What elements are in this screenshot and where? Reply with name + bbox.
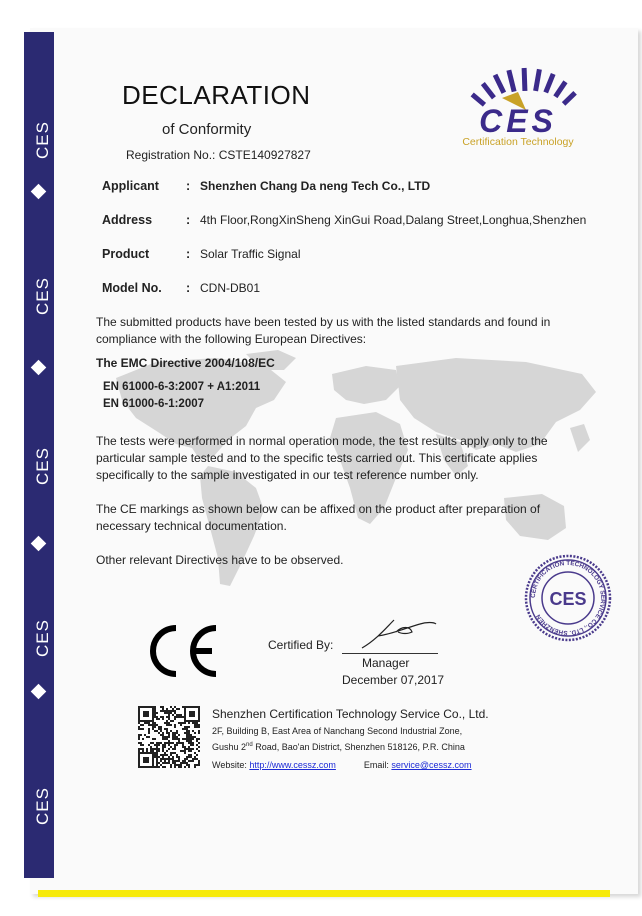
ces-logo [440, 62, 596, 148]
field-label-applicant: Applicant [102, 179, 159, 193]
side-ces-mark: CES [32, 121, 52, 159]
standard-item: EN 61000-6-3:2007 + A1:2011 [103, 381, 261, 393]
standard-item: EN 61000-6-1:2007 [103, 398, 205, 410]
ce-mark-icon [140, 620, 222, 682]
signature-image [356, 614, 440, 652]
side-ces-mark: CES [32, 787, 52, 825]
field-colon: : [186, 281, 191, 295]
email-label: Email: [363, 760, 392, 770]
field-colon: : [186, 247, 191, 261]
website-label: Website: [212, 760, 250, 770]
signer-role: Manager [362, 656, 410, 670]
field-value-applicant: Shenzhen Chang Da neng Tech Co., LTD [200, 179, 431, 193]
field-colon: : [186, 213, 191, 227]
side-diamond-icon [31, 536, 47, 552]
side-diamond-icon [31, 184, 47, 200]
field-colon: : [186, 179, 191, 193]
qr-code [138, 706, 200, 768]
email-link[interactable]: service@cessz.com [391, 760, 472, 770]
field-label-model: Model No. [102, 281, 162, 295]
tests-paragraph: The tests were performed in normal operation mode, the test results apply only to the particular sample tested and to the specific tests carried out. This certificate applies specifically to the sample investigated in our test reference number only. [96, 434, 548, 482]
side-diamond-icon [31, 360, 47, 376]
side-ces-mark: CES [32, 619, 52, 657]
footer-company-name: Shenzhen Certification Technology Service Co., Ltd. [212, 707, 489, 721]
logo-tagline: Certification Technology [462, 136, 574, 148]
field-value-product: Solar Traffic Signal [200, 247, 301, 261]
document-subtitle: of Conformity [162, 121, 252, 138]
footer-address-line2: Gushu 2nd Road, Bao'an District, Shenzhen 518126, P.R. China [212, 742, 465, 752]
intro-paragraph: The submitted products have been tested by us with the listed standards and found in compliance with the following European Directives: [96, 315, 551, 346]
directive-title: The EMC Directive 2004/108/EC [96, 356, 275, 370]
certificate-date: December 07,2017 [342, 673, 445, 687]
other-directives-paragraph: Other relevant Directives have to be observed. [96, 553, 344, 567]
footer-contact-row [212, 760, 472, 770]
website-link[interactable]: http://www.cessz.com [249, 760, 336, 770]
side-diamond-icon [31, 684, 47, 700]
registration-number: Registration No.: CSTE140927827 [126, 148, 311, 162]
side-ces-mark: CES [32, 447, 52, 485]
footer-address-line1: 2F, Building B, East Area of Nanchang Second Industrial Zone, [212, 726, 463, 736]
ce-markings-paragraph: The CE markings as shown below can be affixed on the product after preparation of necessary technical documentation. [96, 502, 541, 533]
field-value-model: CDN-DB01 [200, 281, 261, 295]
certified-by-label: Certified By: [268, 638, 334, 652]
side-ces-mark: CES [32, 277, 52, 315]
field-label-product: Product [102, 247, 150, 261]
company-seal [524, 554, 612, 642]
field-label-address: Address [102, 213, 153, 227]
signature-line [342, 653, 438, 654]
seal-ring-text: CERTIFICATION TECHNOLOGY SERVICE CO., LTD. SHENZHEN [529, 559, 607, 637]
logo-letters: CES [479, 103, 557, 139]
document-title: DECLARATION [122, 80, 311, 110]
side-bar [24, 32, 54, 878]
bottom-yellow-bar [38, 890, 610, 897]
seal-center-text: CES [549, 589, 587, 609]
field-value-address: 4th Floor,RongXinSheng XinGui Road,Dalang Street,Longhua,Shenzhen [200, 213, 587, 227]
